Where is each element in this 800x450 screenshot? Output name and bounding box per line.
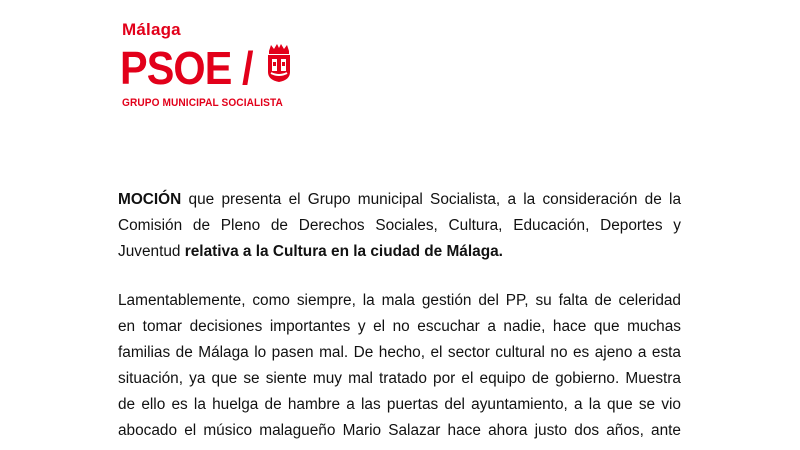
logo-group-name: GRUPO MUNICIPAL SOCIALISTA (122, 97, 283, 109)
motion-line-text: que presenta el Grupo municipal Socialista, a la consideración de la (181, 191, 681, 208)
body-paragraph (118, 288, 681, 444)
motion-heading (118, 187, 681, 265)
motion-line-text: Juventud (118, 243, 185, 260)
paragraph-line: abocado el músico malagueño Mario Salazar hace ahora justo dos años, ante (118, 422, 681, 439)
motion-line (118, 239, 681, 265)
paragraph-line: situación, ya que se siente muy mal tratado por el equipo de gobierno. Muestra (118, 370, 681, 387)
motion-line: Comisión de Pleno de Derechos Sociales, Cultura, Educación, Deportes y (118, 217, 681, 234)
logo-party-name: PSOE / (120, 42, 253, 94)
motion-label: MOCIÓN (118, 191, 182, 208)
paragraph-line: de ello es la huelga de hambre a las puertas del ayuntamiento, a la que se vio (118, 396, 681, 413)
psoe-malaga-logo (120, 18, 320, 109)
motion-line (118, 187, 681, 213)
malaga-coat-of-arms-icon (266, 42, 292, 82)
motion-subject: relativa a la Cultura en la ciudad de Málaga. (184, 243, 503, 260)
logo-city-name: Málaga (122, 20, 181, 39)
paragraph-line: Lamentablemente, como siempre, la mala gestión del PP, su falta de celeridad (118, 292, 681, 309)
paragraph-line: familias de Málaga lo pasen mal. De hecho, el sector cultural no es ajeno a esta (118, 344, 681, 361)
paragraph-line: en tomar decisiones importantes y el no escuchar a nadie, hace que muchas (118, 318, 681, 335)
